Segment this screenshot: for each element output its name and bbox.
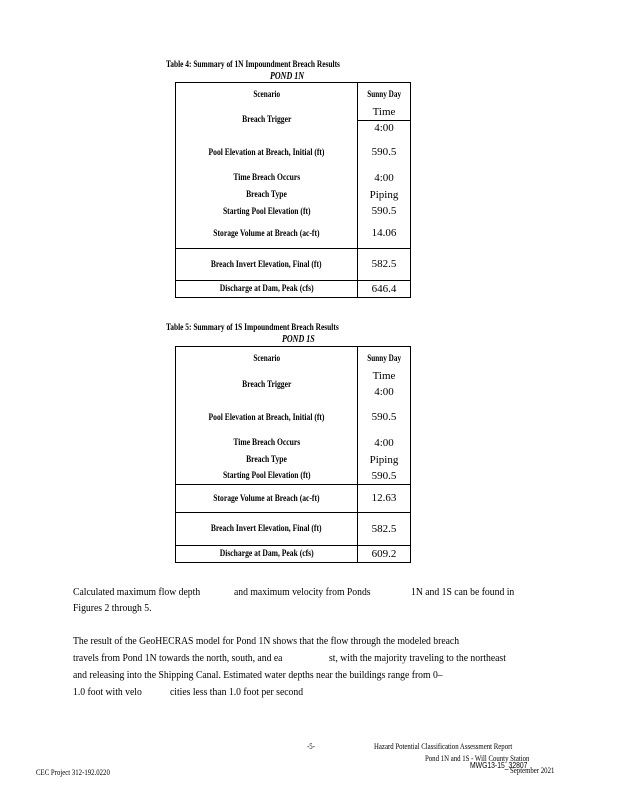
table4-row-label: Discharge at Dam, Peak (cfs): [176, 281, 358, 298]
table5-row-value: 590.5: [358, 469, 411, 485]
table5-row-value: 582.5: [358, 513, 411, 546]
table5-row-label: Breach Invert Elevation, Final (ft): [176, 513, 358, 546]
table4-pond-title: POND 1N: [270, 71, 304, 82]
table4-caption: Table 4: Summary of 1N Impoundment Breach Results: [166, 60, 340, 70]
table5-row-value: 4:00: [358, 435, 411, 452]
page-number: -5-: [307, 742, 315, 751]
report-title: Hazard Potential Classification Assessment Report: [374, 742, 513, 751]
report-date: September 2021: [510, 766, 555, 775]
table4-sunny-day-header: Sunny Day: [358, 83, 411, 105]
report-subtitle: Pond 1N and 1S - Will County Station: [425, 754, 530, 763]
paragraph1-line2: Figures 2 through 5.: [73, 602, 152, 614]
table4-row-value: Time: [358, 105, 411, 121]
table4-row-label: Pool Elevation at Breach, Initial (ft): [176, 136, 358, 170]
paragraph2-line3: and releasing into the Shipping Canal. Estimated water depths near the buildings range from 0–: [73, 669, 443, 681]
table5-row-value: Time: [358, 369, 411, 385]
paragraph2-line1: The result of the GeoHECRAS model for Pond 1N shows that the flow through the modeled breach: [73, 635, 460, 647]
paragraph2-line4a: 1.0 foot with velo: [73, 686, 142, 698]
table5-caption: Table 5: Summary of 1S Impoundment Breach Results: [166, 323, 339, 333]
table4-row-value: 14.06: [358, 220, 411, 249]
table5-row-value: 590.5: [358, 401, 411, 435]
paragraph2-line2b: st, with the majority traveling to the northeast: [329, 652, 506, 664]
table5-row-value: 4:00: [358, 385, 411, 401]
table4-row-label: Storage Volume at Breach (ac-ft): [176, 220, 358, 249]
table4-row-label: Starting Pool Elevation (ft): [176, 204, 358, 220]
table4-row-label: Breach Type: [176, 187, 358, 204]
paragraph2-line4b: cities less than 1.0 foot per second: [170, 686, 304, 698]
table5: [175, 346, 411, 563]
table4-row-label: Breach Trigger: [176, 105, 358, 136]
table5-row-label: Breach Trigger: [176, 369, 358, 401]
table4-row-value: 646.4: [358, 281, 411, 298]
table5-pond-title: POND 1S: [282, 334, 315, 345]
table5-row-value: 12.63: [358, 485, 411, 513]
table4-row-value: 4:00: [358, 170, 411, 187]
table4: [175, 82, 411, 298]
paragraph2-line2a: travels from Pond 1N towards the north, south, and ea: [73, 652, 283, 664]
table5-row-value: 609.2: [358, 546, 411, 563]
table5-sunny-day-header: Sunny Day: [358, 347, 411, 369]
table4-scenario-header: Scenario: [176, 83, 358, 105]
table4-row-value: Piping: [358, 187, 411, 204]
paragraph1-line1b: and maximum velocity from Ponds: [234, 586, 371, 598]
table5-row-value: Piping: [358, 452, 411, 469]
table5-row-label: Storage Volume at Breach (ac-ft): [176, 485, 358, 513]
table5-row-label: Breach Type: [176, 452, 358, 469]
table5-row-label: Discharge at Dam, Peak (cfs): [176, 546, 358, 563]
table4-row-label: Breach Invert Elevation, Final (ft): [176, 249, 358, 281]
table5-row-label: Pool Elevation at Breach, Initial (ft): [176, 401, 358, 435]
table5-row-label: Starting Pool Elevation (ft): [176, 469, 358, 485]
project-number: CEC Project 312-192.0220: [36, 768, 110, 777]
table4-row-value: 582.5: [358, 249, 411, 281]
table4-row-value: 590.5: [358, 204, 411, 220]
table4-row-value: 590.5: [358, 136, 411, 170]
document-code: MWG13-15_32807: [470, 761, 528, 770]
paragraph1-line1a: Calculated maximum flow depth: [73, 586, 201, 598]
table5-row-label: Time Breach Occurs: [176, 435, 358, 452]
table4-row-value: 4:00: [358, 121, 411, 136]
table4-row-label: Time Breach Occurs: [176, 170, 358, 187]
paragraph1-line1c: 1N and 1S can be found in: [411, 586, 515, 598]
table5-scenario-header: Scenario: [176, 347, 358, 369]
